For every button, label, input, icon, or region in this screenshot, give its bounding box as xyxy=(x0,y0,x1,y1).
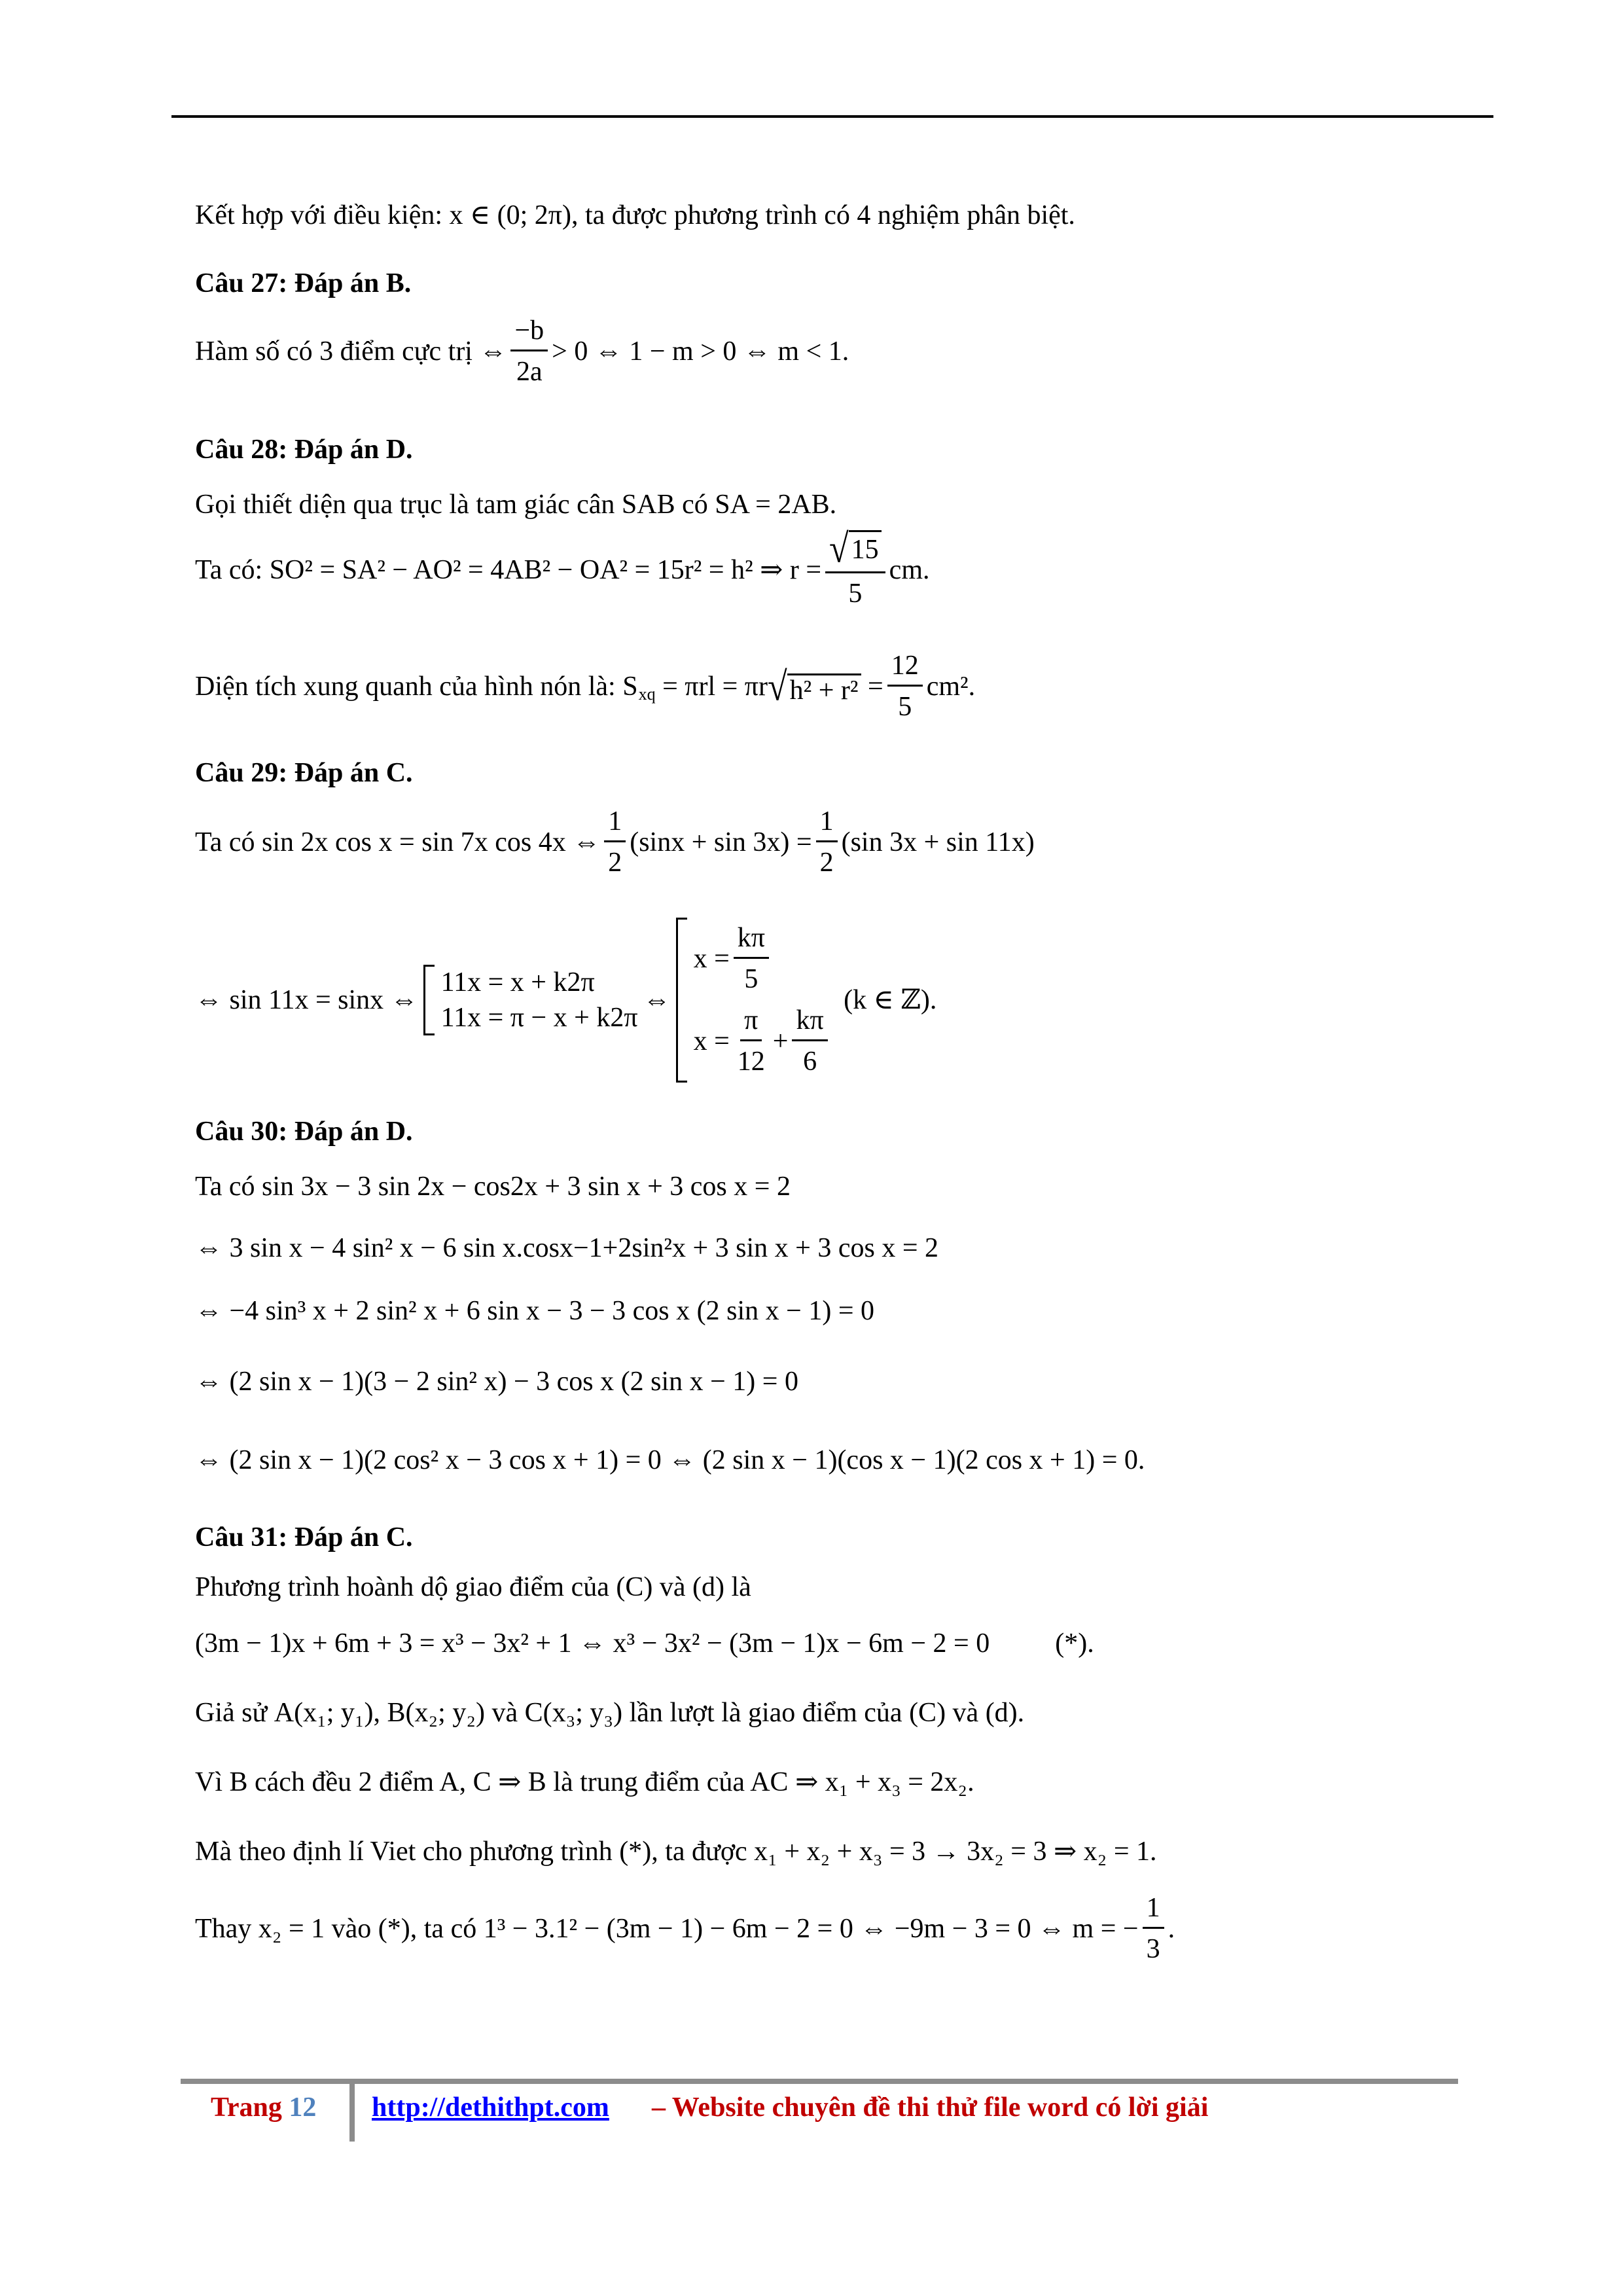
q30-line1 xyxy=(195,1173,791,1200)
q31-line4 xyxy=(195,1768,974,1796)
text: vào (*), ta có xyxy=(331,1913,477,1944)
math: x ∈ (0; 2π), xyxy=(449,200,579,230)
math: C(x₃; y₃) xyxy=(524,1698,623,1728)
q31-line5 xyxy=(195,1838,1157,1865)
frac-den: 5 xyxy=(848,578,863,609)
frac-den: 2 xyxy=(608,848,622,878)
frac-num: kπ xyxy=(792,1004,827,1041)
math: x₂ = 1 xyxy=(258,1913,325,1944)
text: Giả sử xyxy=(195,1698,268,1728)
math: (sinx + sin 3x) = xyxy=(630,827,812,857)
system-row: 11x = x + k2π xyxy=(440,967,595,997)
system-rows xyxy=(694,918,832,1083)
frac-den: 3 xyxy=(1146,1934,1160,1965)
text: Hàm số có 3 điểm cực trị xyxy=(195,336,473,367)
fraction xyxy=(792,1004,827,1079)
text: Vì B cách đều 2 điểm A, C xyxy=(195,1767,491,1797)
math: sin 3x − 3 sin 2x − cos2x + 3 sin x + 3 cos x = 2 xyxy=(262,1172,791,1202)
top-rule xyxy=(171,115,1493,118)
q27-line xyxy=(195,314,849,389)
frac-den: 5 xyxy=(898,692,912,723)
math: (k ∈ ℤ). xyxy=(844,984,937,1015)
footer-website-link[interactable]: http://dethithpt.com xyxy=(372,2092,609,2123)
math: > 0 ⇔ 1 − m > 0 ⇔ m < 1. xyxy=(552,336,849,367)
math: + xyxy=(772,1026,789,1056)
q31-line6 xyxy=(195,1892,1175,1966)
math: = xyxy=(868,671,883,702)
math: cm². xyxy=(926,671,976,702)
text: Ta có xyxy=(195,827,255,857)
q29-line1 xyxy=(195,805,1035,880)
footer-page-number xyxy=(211,2092,316,2123)
fraction xyxy=(510,314,548,389)
heading-q31: Câu 31: Đáp án C. xyxy=(195,1522,413,1552)
system-row: 11x = π − x + k2π xyxy=(440,1002,638,1033)
math: . xyxy=(1168,1913,1175,1944)
footer-rule xyxy=(181,2079,1458,2084)
math: SA = 2AB. xyxy=(715,490,837,520)
q30-line5: ⇔ (2 sin x − 1)(2 cos² x − 3 cos x + 1) = 0 ⇔ (2 sin x − 1)(cos x − 1)(2 cos x + 1) = 0. xyxy=(195,1445,1145,1475)
frac-num: −b xyxy=(510,314,548,351)
q31-line3 xyxy=(195,1699,1024,1727)
math: S xyxy=(622,671,638,702)
sqrt xyxy=(768,664,861,709)
fraction xyxy=(1143,1892,1164,1966)
frac-num: 1 xyxy=(816,805,838,842)
system-rows xyxy=(441,965,638,1035)
heading-q27: Câu 27: Đáp án B. xyxy=(195,268,412,298)
text: Kết hợp với điều kiện: xyxy=(195,200,443,230)
fraction xyxy=(816,805,838,880)
frac-num: 12 xyxy=(887,649,923,687)
frac-den: 2 xyxy=(819,848,834,878)
frac-num: π xyxy=(740,1004,762,1041)
math: ⇒ xyxy=(498,1767,522,1797)
conclusion-line xyxy=(195,202,1075,229)
math: ⇔ xyxy=(643,984,671,1015)
text: ta được phương trình có 4 nghiệm phân biệt. xyxy=(584,200,1075,230)
math: x₁ + x₂ + x₃ = 3 → 3x₂ = 3 ⇒ x₂ = 1. xyxy=(754,1837,1157,1867)
q29-line2 xyxy=(195,918,936,1083)
q30-line2: ⇔ 3 sin x − 4 sin² x − 6 sin x.cosx−1+2sin²x + 3 sin x + 3 cos x = 2 xyxy=(195,1233,939,1263)
heading-q29: Câu 29: Đáp án C. xyxy=(195,758,413,788)
text: Gọi thiết diện qua trục là tam giác cân SAB có xyxy=(195,490,708,520)
sqrt xyxy=(829,526,882,571)
fraction xyxy=(734,1004,769,1079)
q31-line1: Phương trình hoành dộ giao điểm của (C) và (d) là xyxy=(195,1572,751,1602)
system-row xyxy=(694,918,832,1000)
text: Diện tích xung quanh của hình nón là: xyxy=(195,671,616,702)
frac-den: 6 xyxy=(803,1047,817,1077)
math: ⇔ xyxy=(479,336,507,367)
frac-num: 1 xyxy=(1143,1892,1164,1929)
bracket xyxy=(423,965,435,1035)
math: SO² = SA² − AO² = 4AB² − OA² = 15r² = h² ⇒ r = xyxy=(269,555,822,586)
math: 1³ − 3.1² − (3m − 1) − 6m − 2 = 0 ⇔ −9m − 3 = 0 ⇔ m = − xyxy=(483,1913,1139,1944)
fraction xyxy=(604,805,626,880)
heading-q28: Câu 28: Đáp án D. xyxy=(195,435,413,465)
system-bracket xyxy=(423,965,638,1035)
frac-num: kπ xyxy=(734,922,769,959)
q28-line3 xyxy=(195,649,975,724)
math: sin 2x cos x = sin 7x cos 4x ⇔ xyxy=(262,827,601,857)
math: (3m − 1)x + 6m + 3 = x³ − 3x² + 1 ⇔ x³ − 3x² − (3m − 1)x − 6m − 2 = 0 xyxy=(195,1628,990,1659)
system-row xyxy=(694,1000,832,1083)
frac-num xyxy=(825,526,885,573)
frac-den: 12 xyxy=(737,1047,765,1077)
page-label: Trang xyxy=(211,2092,282,2123)
fraction xyxy=(825,526,885,610)
math: cm. xyxy=(889,555,930,586)
text: và xyxy=(491,1698,518,1728)
q30-line4: ⇔ (2 sin x − 1)(3 − 2 sin² x) − 3 cos x (2 sin x − 1) = 0 xyxy=(195,1367,798,1397)
math: (sin 3x + sin 11x) xyxy=(841,827,1035,857)
math: A(x₁; y₁), B(x₂; y₂) xyxy=(274,1698,485,1728)
math: x = xyxy=(693,1026,730,1056)
page-num: 12 xyxy=(289,2092,317,2123)
q31-line2 xyxy=(195,1630,1094,1657)
bracket xyxy=(676,918,687,1083)
math: x = xyxy=(693,943,730,974)
sqrt-body: h² + r² xyxy=(787,673,861,704)
sqrt-body: 15 xyxy=(849,530,882,566)
text: (*). xyxy=(1055,1628,1094,1659)
subscript: xq xyxy=(638,684,656,704)
text: lần lượt là giao điểm của (C) và (d). xyxy=(629,1698,1025,1728)
text: Mà theo định lí Viet cho phương trình (*), ta được xyxy=(195,1837,747,1867)
q28-line2 xyxy=(195,526,930,610)
math: ⇔ sin 11x = sinx ⇔ xyxy=(195,984,418,1015)
math: = πrl = πr xyxy=(662,671,768,702)
heading-q30: Câu 30: Đáp án D. xyxy=(195,1117,413,1147)
q28-line1 xyxy=(195,491,836,518)
text: Ta có xyxy=(195,1172,255,1202)
text: Thay xyxy=(195,1913,252,1944)
sqrt-sign: √ xyxy=(829,526,849,571)
text: B là trung điểm của AC xyxy=(527,1767,789,1797)
frac-num: 1 xyxy=(604,805,626,842)
frac-den: 2a xyxy=(516,357,543,387)
math: ⇒ x₁ + x₃ = 2x₂. xyxy=(795,1767,974,1797)
footer-tagline: – Website chuyên đề thi thử file word có lời giải xyxy=(652,2092,1209,2123)
sqrt-sign: √ xyxy=(768,664,787,709)
system-bracket xyxy=(676,918,832,1083)
frac-den: 5 xyxy=(744,964,758,995)
footer-separator xyxy=(349,2081,355,2142)
fraction xyxy=(734,922,769,996)
q30-line3: ⇔ −4 sin³ x + 2 sin² x + 6 sin x − 3 − 3 cos x (2 sin x − 1) = 0 xyxy=(195,1296,875,1326)
fraction xyxy=(887,649,923,724)
text: Ta có: xyxy=(195,555,263,586)
